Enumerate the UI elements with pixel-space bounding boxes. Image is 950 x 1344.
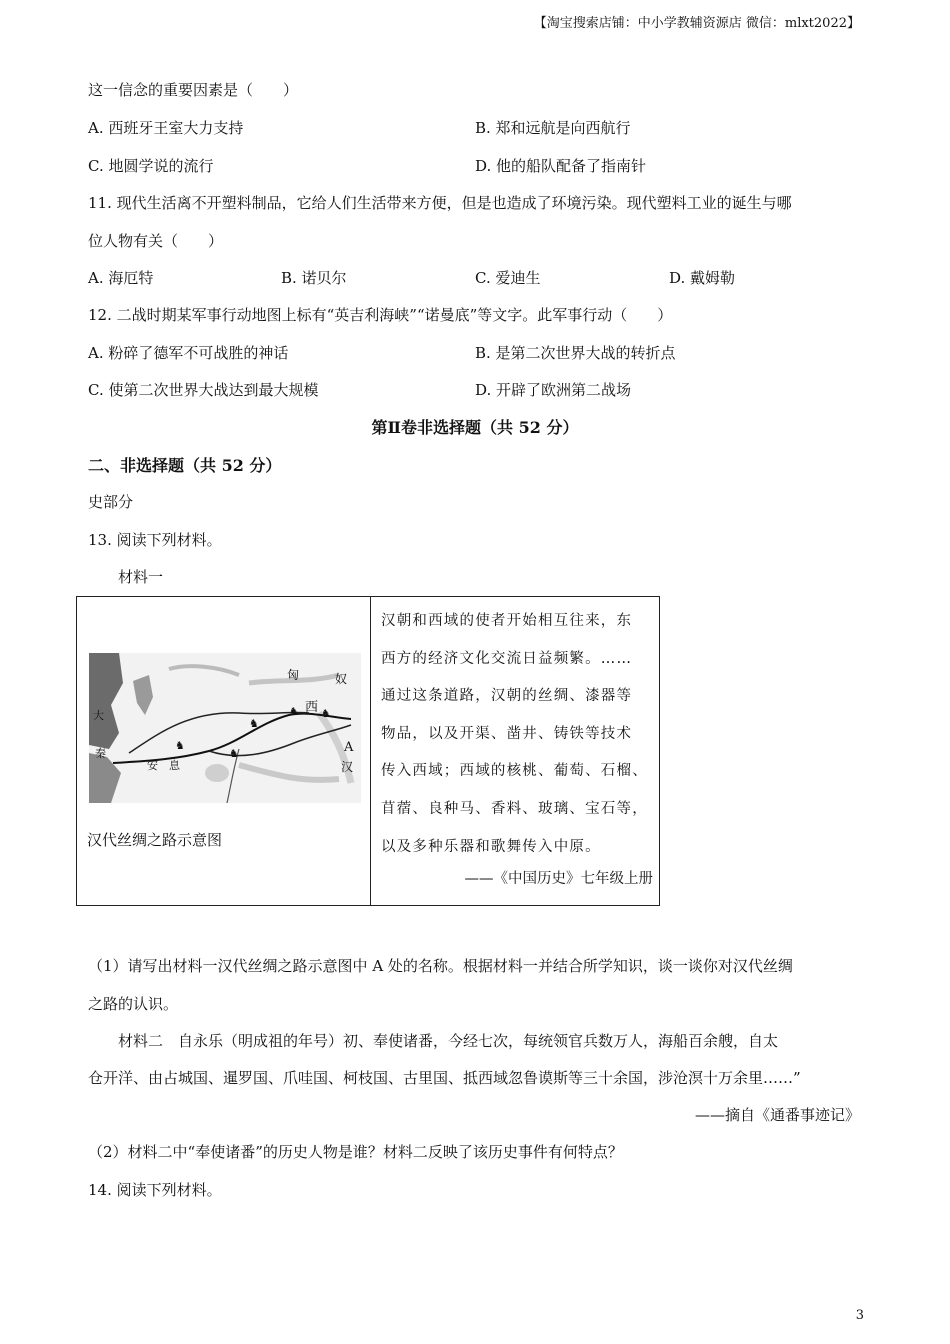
material-1-line: 物品，以及开渠、凿井、铸铁等技术 xyxy=(381,725,633,742)
map-label-da: 大 xyxy=(93,709,104,722)
q10-option-c: C. 地圆学说的流行 xyxy=(88,157,214,175)
silk-road-map xyxy=(89,653,361,803)
material-2-source: ——摘自《通番事迹记》 xyxy=(694,1106,860,1124)
silk-road-map-svg xyxy=(89,653,361,803)
map-label-qin: 秦 xyxy=(95,747,106,760)
q14-stem: 14. 阅读下列材料。 xyxy=(88,1181,222,1199)
map-caption: 汉代丝绸之路示意图 xyxy=(87,831,223,849)
q13-part1-line1: （1）请写出材料一汉代丝绸之路示意图中 A 处的名称。根据材料一并结合所学知识，谈一谈你对汉代丝绸 xyxy=(88,957,793,975)
map-label-nu: 奴 xyxy=(335,672,348,686)
material-1-line: 汉朝和西域的使者开始相互往来，东 xyxy=(381,613,633,629)
q12-option-d: D. 开辟了欧洲第二战场 xyxy=(475,381,632,399)
q10-option-b: B. 郑和远航是向西航行 xyxy=(475,119,631,137)
map-lake xyxy=(205,764,229,782)
q12-option-c: C. 使第二次世界大战达到最大规模 xyxy=(88,381,319,399)
map-label-xiong: 匈 xyxy=(287,668,300,682)
map-label-xi: 西 xyxy=(305,700,319,715)
q13-part2: （2）材料二中“奉使诸番”的历史人物是谁？材料二反映了该历史事件有何特点？ xyxy=(88,1143,623,1161)
map-label-a: A xyxy=(344,740,354,755)
caravan-icon: ♞ xyxy=(321,707,331,720)
material-box-divider xyxy=(370,597,371,905)
q12-option-b: B. 是第二次世界大战的转折点 xyxy=(475,344,676,362)
q13-part1-line2: 之路的认识。 xyxy=(88,995,179,1013)
caravan-icon: ♞ xyxy=(175,739,185,752)
material-1-line: 苜蓿、良种马、香料、玻璃、宝石等， xyxy=(381,800,648,817)
caravan-icon: ♞ xyxy=(249,717,259,730)
q11-option-b: B. 诺贝尔 xyxy=(281,269,347,287)
store-header-note: 【淘宝搜索店铺：中小学教辅资源店 微信：mlxt2022】 xyxy=(533,16,860,31)
q11-option-d: D. 戴姆勒 xyxy=(669,269,736,287)
material-1-source: ——《中国历史》七年级上册 xyxy=(464,871,653,887)
q11-stem-line2: 位人物有关（ ） xyxy=(88,232,224,250)
page-number: 3 xyxy=(855,1308,864,1323)
material-1-line: 传入西域；西域的核桃、葡萄、石榴、 xyxy=(381,763,648,780)
q12-stem: 12. 二战时期某军事行动地图上标有“英吉利海峡”“诺曼底”等文字。此军事行动（ ） xyxy=(88,306,673,324)
q12-option-a: A. 粉碎了德军不可战胜的神话 xyxy=(88,344,289,362)
q10-stem-continuation: 这一信念的重要因素是（ ） xyxy=(88,81,299,99)
material-2-line2: 仓开洋、由占城国、暹罗国、爪哇国、柯枝国、古里国、抵西域忽鲁谟斯等三十余国，涉沧溟十万余里……” xyxy=(88,1069,801,1087)
section-2-title: 二、非选择题（共 52 分） xyxy=(88,456,282,475)
material-1-text xyxy=(381,607,653,870)
caravan-icon: ♞ xyxy=(229,747,239,760)
material-1-line: 通过这条道路，汉朝的丝绸、漆器等 xyxy=(381,688,633,705)
material-1-line: 西方的经济文化交流日益频繁。…… xyxy=(381,650,633,667)
material-2-line1: 材料二 自永乐（明成祖的年号）初、奉使诸番，今经七次，每统领官兵数万人，海船百余艘，自太 xyxy=(118,1032,779,1050)
q11-option-c: C. 爱迪生 xyxy=(475,269,541,287)
q10-option-d: D. 他的船队配备了指南针 xyxy=(475,157,647,175)
q11-option-a: A. 海厄特 xyxy=(88,269,154,287)
q13-stem: 13. 阅读下列材料。 xyxy=(88,531,222,549)
material-1-label: 材料一 xyxy=(118,568,164,586)
volume-2-title: 第Ⅱ卷非选择题（共 52 分） xyxy=(371,418,579,437)
history-section-label: 史部分 xyxy=(88,493,134,511)
q11-stem-line1: 11. 现代生活离不开塑料制品，它给人们生活带来方便，但是也造成了环境污染。现代塑料工业的诞生与哪 xyxy=(88,194,792,212)
map-label-han: 汉 xyxy=(341,760,354,774)
material-1-line: 以及多种乐器和歌舞传入中原。 xyxy=(381,838,601,855)
caravan-icon: ♞ xyxy=(289,705,299,718)
material-1-box xyxy=(76,596,660,906)
q10-option-a: A. 西班牙王室大力支持 xyxy=(88,119,244,137)
map-label-anxi: 安 息 xyxy=(147,759,180,772)
